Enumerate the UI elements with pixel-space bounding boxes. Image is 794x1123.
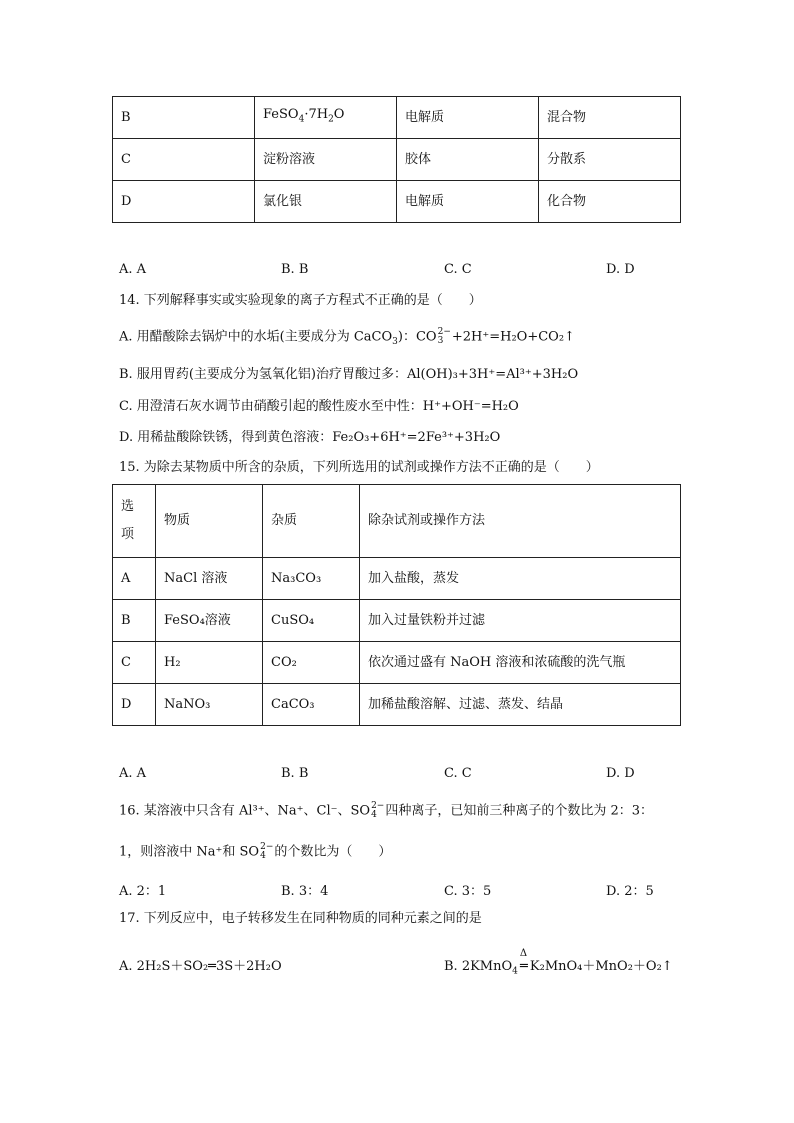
- table-row: [113, 139, 681, 181]
- table-cell: CaCO₃: [263, 684, 360, 726]
- table-cell: 分散系: [539, 139, 681, 181]
- option-d: D. D: [606, 262, 635, 277]
- option-b: B. B: [281, 766, 309, 781]
- table-cell: $FeSO_4\cdot 7H_2O$: [255, 97, 397, 139]
- table-cell: 氯化银: [255, 181, 397, 223]
- table-cell: D: [113, 181, 255, 223]
- table-row: [113, 558, 681, 600]
- table-header-cell: 物质: [156, 485, 263, 558]
- table-cell: CO₂: [263, 642, 360, 684]
- purification-table: [112, 484, 681, 726]
- table-cell: 淀粉溶液: [255, 139, 397, 181]
- option-d: D. 2：5: [606, 884, 654, 899]
- table-cell: 混合物: [539, 97, 681, 139]
- heat-symbol: Δ ═: [519, 948, 528, 974]
- option-c: C. C: [444, 766, 472, 781]
- q14-option-b: B. 服用胃药(主要成分为氢氧化铝)治疗胃酸过多：Al(OH)₃+3H⁺=Al³⁺+3H₂O: [119, 367, 579, 382]
- q17-option-b: B. 2KMnO$_4$ Δ ═ K₂MnO₄＋MnO₂＋O₂↑: [444, 948, 673, 977]
- table-cell: 电解质: [397, 97, 539, 139]
- table-row: [113, 600, 681, 642]
- table-cell: A: [113, 558, 156, 600]
- option-b: B. B: [281, 262, 309, 277]
- option-d: D. D: [606, 766, 635, 781]
- table-row: [113, 181, 681, 223]
- table-header-cell: 除杂试剂或操作方法: [360, 485, 681, 558]
- option-a: A. A: [119, 262, 147, 277]
- table-cell: 电解质: [397, 181, 539, 223]
- table-cell: 胶体: [397, 139, 539, 181]
- table-cell: 加稀盐酸溶解、过滤、蒸发、结晶: [360, 684, 681, 726]
- q14-option-a: A. 用醋酸除去锅炉中的水垢(主要成分为 CaCO$_3$)：CO 2− 3 +2H⁺=H₂O+CO₂↑: [119, 327, 575, 348]
- table-cell: 依次通过盛有 NaOH 溶液和浓硫酸的洗气瓶: [360, 642, 681, 684]
- table-cell: NaNO₃: [156, 684, 263, 726]
- q15-stem: 15. 为除去某物质中所含的杂质，下列所选用的试剂或操作方法不正确的是（ ）: [119, 460, 599, 475]
- table-cell: Na₃CO₃: [263, 558, 360, 600]
- table-cell: C: [113, 642, 156, 684]
- option-b: B. 3：4: [281, 884, 329, 899]
- option-c: C. C: [444, 262, 472, 277]
- table-cell: B: [113, 600, 156, 642]
- table-cell: 加入过量铁粉并过滤: [360, 600, 681, 642]
- q14-stem: 14. 下列解释事实或实验现象的离子方程式不正确的是（ ）: [119, 293, 482, 308]
- q16-line-1: 16. 某溶液中只含有 Al³⁺、Na⁺、Cl⁻、SO 2− 4 四种离子，已知前三种离子的个数比为 2：3：: [119, 801, 654, 820]
- table-cell: C: [113, 139, 255, 181]
- table-cell: B: [113, 97, 255, 139]
- table-cell: FeSO₄溶液: [156, 600, 263, 642]
- q14-option-d: D. 用稀盐酸除铁锈，得到黄色溶液：Fe₂O₃+6H⁺=2Fe³⁺+3H₂O: [119, 430, 501, 445]
- option-a: A. A: [119, 766, 147, 781]
- table-cell: D: [113, 684, 156, 726]
- table-row: [113, 642, 681, 684]
- option-c: C. 3：5: [444, 884, 492, 899]
- table-cell: NaCl 溶液: [156, 558, 263, 600]
- table-row: [113, 684, 681, 726]
- table-cell: H₂: [156, 642, 263, 684]
- q16-options: [119, 880, 679, 898]
- table-header-cell: 杂质: [263, 485, 360, 558]
- classification-table: [112, 96, 681, 223]
- q15-options: [119, 766, 679, 784]
- q17-option-a: A. 2H₂S＋SO₂═3S＋2H₂O: [119, 959, 282, 974]
- table-cell: 加入盐酸，蒸发: [360, 558, 681, 600]
- option-a: A. 2：1: [119, 884, 167, 899]
- q17-stem: 17. 下列反应中，电子转移发生在同种物质的同种元素之间的是: [119, 911, 482, 926]
- q14-option-c: C. 用澄清石灰水调节由硝酸引起的酸性废水至中性：H⁺+OH⁻=H₂O: [119, 399, 519, 414]
- table-header-row: [113, 485, 681, 558]
- table-cell: 化合物: [539, 181, 681, 223]
- q13-options: [119, 262, 679, 280]
- table-header-cell: 选 项: [113, 485, 156, 558]
- table-row: [113, 97, 681, 139]
- q16-line-2: 1，则溶液中 Na⁺和 SO 2− 4 的个数比为（ ）: [119, 842, 392, 861]
- table-cell: CuSO₄: [263, 600, 360, 642]
